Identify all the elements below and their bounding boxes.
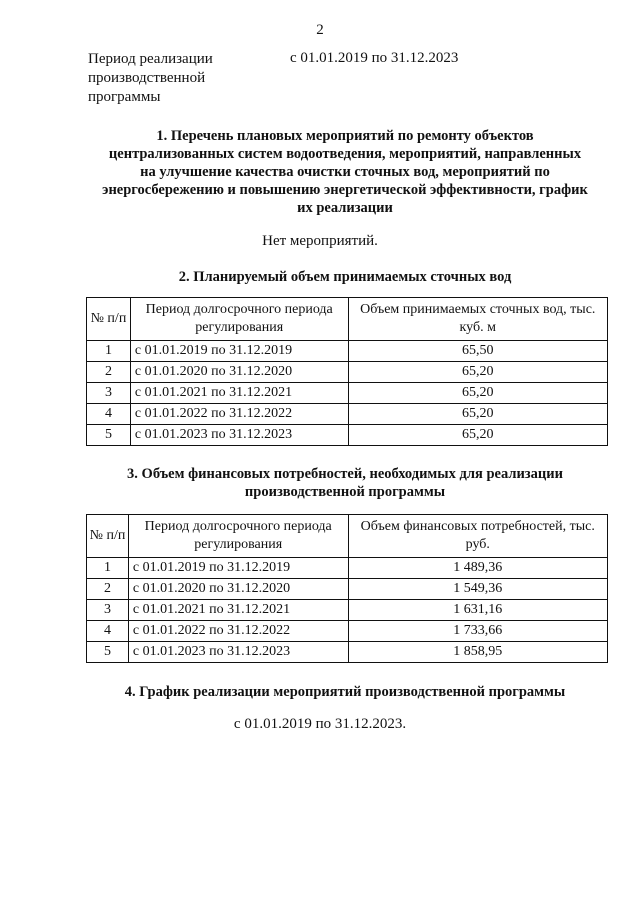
section4-title: 4. График реализации мероприятий производственной программы <box>124 684 566 700</box>
row-period: с 01.01.2020 по 31.12.2020 <box>128 579 348 600</box>
column-header-period: Период долгосрочного периода регулирования <box>130 298 348 341</box>
financial-needs-table <box>86 514 608 663</box>
program-period-label: Период реализации производственной программы <box>88 51 213 105</box>
row-volume: 65,20 <box>348 425 607 446</box>
table-row <box>87 621 608 642</box>
table-header-row <box>87 515 608 558</box>
table-row <box>87 404 608 425</box>
section1-title: 1. Перечень плановых мероприятий по ремонту объектов централизованных систем водоотведения, мероприятий, направленных на улучшение качества очистки сточных вод, мероприятий по энергосбережению и повышению энергетической эффективности, график их реализации <box>102 128 588 216</box>
table-row <box>87 642 608 663</box>
column-header-amount: Объем финансовых потребностей, тыс. руб. <box>348 515 607 558</box>
row-number: 1 <box>87 341 131 362</box>
section1-text: Нет мероприятий. <box>262 233 378 249</box>
row-period: с 01.01.2021 по 31.12.2021 <box>128 600 348 621</box>
row-number: 5 <box>87 425 131 446</box>
column-header-number: № п/п <box>87 515 129 558</box>
column-header-period: Период долгосрочного периода регулирования <box>128 515 348 558</box>
row-amount: 1 858,95 <box>348 642 607 663</box>
column-header-volume: Объем принимаемых сточных вод, тыс. куб. м <box>348 298 607 341</box>
row-amount: 1 631,16 <box>348 600 607 621</box>
row-period: с 01.01.2019 по 31.12.2019 <box>128 558 348 579</box>
wastewater-volume-table <box>86 297 608 446</box>
row-number: 2 <box>87 362 131 383</box>
row-period: с 01.01.2023 по 31.12.2023 <box>128 642 348 663</box>
row-number: 1 <box>87 558 129 579</box>
row-number: 5 <box>87 642 129 663</box>
table-row <box>87 600 608 621</box>
row-amount: 1 549,36 <box>348 579 607 600</box>
row-number: 4 <box>87 621 129 642</box>
row-period: с 01.01.2021 по 31.12.2021 <box>130 383 348 404</box>
table-row <box>87 383 608 404</box>
table-row <box>87 425 608 446</box>
row-number: 3 <box>87 600 129 621</box>
section2-title: 2. Планируемый объем принимаемых сточных вод <box>178 269 512 285</box>
table-row <box>87 341 608 362</box>
section3-title: 3. Объем финансовых потребностей, необходимых для реализации производственной программы <box>127 466 563 500</box>
page-number: 2 <box>316 22 324 38</box>
table-row <box>87 579 608 600</box>
row-amount: 1 489,36 <box>348 558 607 579</box>
row-amount: 1 733,66 <box>348 621 607 642</box>
program-period-value: с 01.01.2019 по 31.12.2023 <box>290 50 459 66</box>
section4-text: с 01.01.2019 по 31.12.2023. <box>233 716 407 732</box>
table-row <box>87 558 608 579</box>
column-header-number: № п/п <box>87 298 131 341</box>
row-volume: 65,50 <box>348 341 607 362</box>
row-number: 2 <box>87 579 129 600</box>
row-period: с 01.01.2022 по 31.12.2022 <box>128 621 348 642</box>
row-period: с 01.01.2019 по 31.12.2019 <box>130 341 348 362</box>
row-volume: 65,20 <box>348 383 607 404</box>
row-volume: 65,20 <box>348 404 607 425</box>
table-header-row <box>87 298 608 341</box>
row-period: с 01.01.2022 по 31.12.2022 <box>130 404 348 425</box>
row-number: 4 <box>87 404 131 425</box>
row-volume: 65,20 <box>348 362 607 383</box>
row-period: с 01.01.2023 по 31.12.2023 <box>130 425 348 446</box>
table-row <box>87 362 608 383</box>
row-number: 3 <box>87 383 131 404</box>
row-period: с 01.01.2020 по 31.12.2020 <box>130 362 348 383</box>
